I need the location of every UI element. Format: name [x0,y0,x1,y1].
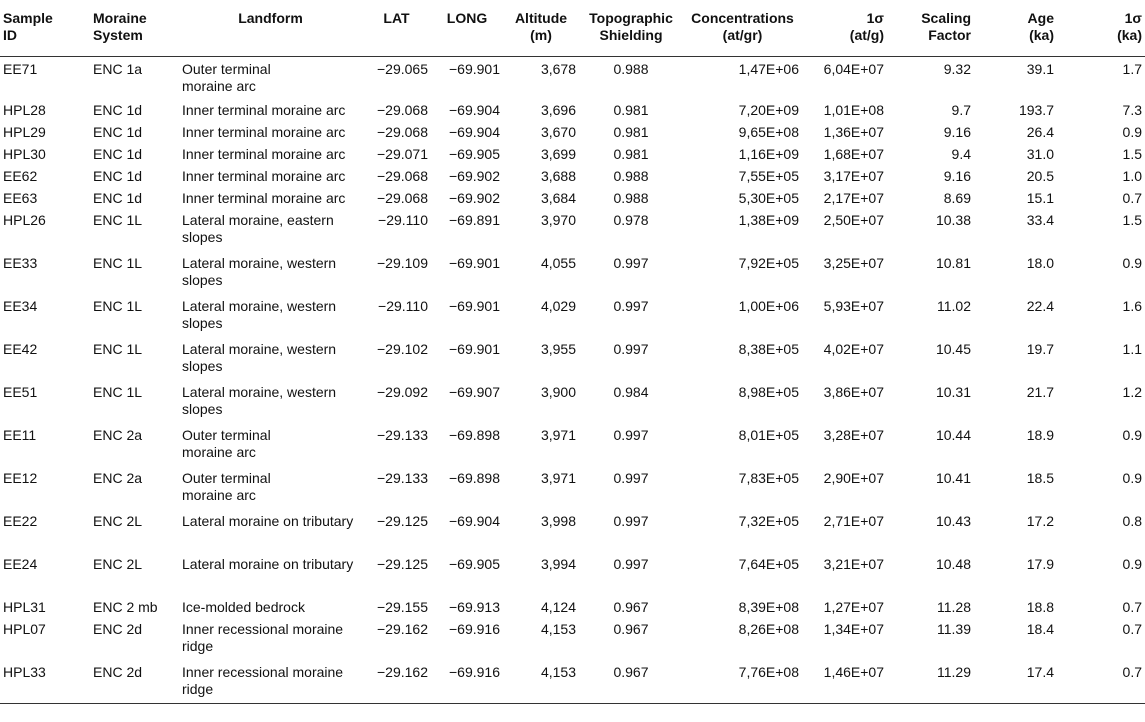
cell-scaling-factor: 10.31 [935,384,971,400]
cell-concentration: 7,55E+05 [738,168,799,184]
table-row [0,337,1145,380]
cell-landform: Ice-molded bedrock [182,599,305,615]
cell-landform: Inner recessional moraine ridge [182,621,344,654]
cell-shielding: 0.988 [613,60,649,77]
cell-moraine-system: ENC 1L [93,341,143,357]
cell-long: −69.901 [449,60,500,77]
table-row [0,164,1145,186]
cell-age: 15.1 [1026,190,1054,206]
cell-age: 33.4 [1026,212,1054,228]
cell-age: 39.1 [1026,60,1054,77]
cell-moraine-system: ENC 1d [93,124,143,140]
cell-scaling-factor: 10.81 [935,255,971,271]
cell-sample-id: EE12 [3,470,38,486]
cell-scaling-factor: 11.02 [937,298,971,314]
cell-altitude: 3,971 [540,427,576,443]
table-row [0,251,1145,294]
cell-altitude: 4,153 [540,621,576,637]
table-body [0,56,1145,703]
table-row [0,142,1145,164]
cell-shielding: 0.978 [613,212,649,228]
cell-landform: Outer terminal moraine arc [182,60,271,94]
cell-sample-id: HPL31 [3,599,46,615]
cell-sample-id: HPL26 [3,212,46,228]
cell-long: −69.904 [449,102,500,118]
cell-age: 31.0 [1026,146,1054,162]
cell-landform: Lateral moraine, western slopes [182,298,337,331]
cell-altitude: 3,971 [540,470,576,486]
cell-sigma-atg: 5,93E+07 [823,298,884,314]
cell-moraine-system: ENC 1d [93,168,143,184]
cell-sample-id: HPL07 [3,621,46,637]
cell-scaling-factor: 8.69 [943,190,971,206]
cell-lat: −29.071 [377,146,428,162]
cell-altitude: 3,900 [540,384,576,400]
cell-concentration: 7,76E+08 [683,660,802,703]
cell-moraine-system: ENC 2a [93,470,143,486]
cell-long: −69.902 [449,168,500,184]
cell-landform: Inner terminal moraine arc [182,124,346,140]
cell-concentration: 7,92E+05 [738,255,799,271]
cell-sigma-ka: 0.9 [1122,255,1142,271]
cell-altitude: 3,998 [540,513,576,529]
cell-age: 18.9 [1026,427,1054,443]
cell-sigma-ka: 1.0 [1122,168,1142,184]
cell-lat: −29.102 [377,341,428,357]
cell-sigma-atg: 1,34E+07 [823,621,884,637]
cell-concentration: 7,83E+05 [738,470,799,486]
cell-concentration: 8,01E+05 [738,427,799,443]
cell-long: −69.891 [449,212,500,228]
cell-shielding: 0.981 [613,124,649,140]
cell-sigma-atg: 1,68E+07 [823,146,884,162]
cell-landform: Lateral moraine on tributary [182,513,354,529]
cell-landform: Lateral moraine, western slopes [182,255,337,288]
cell-moraine-system: ENC 1d [93,102,143,118]
cell-moraine-system: ENC 1L [93,298,143,314]
cell-shielding: 0.997 [613,513,649,529]
header-age: Age (ka) [974,0,1057,56]
table-row [0,98,1145,120]
cell-sigma-ka: 7.3 [1122,102,1142,118]
cell-lat: −29.068 [377,124,428,140]
cell-scaling-factor: 9.16 [943,168,971,184]
header-sample-id: Sample ID [0,0,90,56]
cell-moraine-system: ENC 2L [93,556,143,572]
cell-scaling-factor: 10.44 [935,427,971,443]
cell-age: 193.7 [1018,102,1054,118]
cell-age: 18.8 [1026,599,1054,615]
cell-landform: Inner recessional moraine ridge [179,660,362,703]
cell-long: −69.904 [449,513,500,529]
cell-sigma-ka: 1.7 [1122,60,1142,77]
table-header [0,0,1145,56]
cell-sample-id: HPL28 [3,102,46,118]
cell-concentration: 1,47E+06 [738,60,799,77]
cell-sigma-ka: 1.6 [1122,298,1142,314]
cell-sample-id: EE51 [3,384,38,400]
header-long: LONG [431,0,503,56]
cell-sample-id: EE63 [3,190,38,206]
cell-lat: −29.133 [377,470,428,486]
cell-sample-id: HPL33 [0,660,90,703]
cell-sigma-atg: 3,25E+07 [823,255,884,271]
cell-sigma-atg: 2,17E+07 [823,190,884,206]
table-row [0,423,1145,466]
header-scaling-factor: Scaling Factor [887,0,974,56]
cell-landform: Outer terminal moraine arc [182,470,271,503]
cell-long: −69.904 [449,124,500,140]
cell-lat: −29.068 [377,190,428,206]
cell-scaling-factor: 10.38 [935,212,971,228]
cell-shielding: 0.988 [613,168,649,184]
cell-age: 18.5 [1026,470,1054,486]
cell-sample-id: HPL30 [3,146,46,162]
table-row [0,208,1145,251]
header-sigma-atg: 1σ (at/g) [802,0,887,56]
cell-long: −69.901 [449,255,500,271]
cell-lat: −29.125 [377,556,428,572]
cell-scaling-factor: 10.41 [935,470,971,486]
cell-altitude: 3,678 [540,60,576,77]
cell-concentration: 7,32E+05 [738,513,799,529]
cell-lat: −29.110 [378,298,428,314]
cell-concentration: 7,64E+05 [738,556,799,572]
header-landform: Landform [179,0,362,56]
cell-landform: Lateral moraine, eastern slopes [182,212,334,245]
cell-lat: −29.109 [377,255,428,271]
cell-shielding: 0.997 [613,341,649,357]
cell-lat: −29.110 [378,212,428,228]
cell-shielding: 0.988 [613,190,649,206]
cell-landform: Outer terminal moraine arc [182,427,271,460]
cell-shielding: 0.967 [579,660,683,703]
cell-scaling-factor: 11.29 [887,660,974,703]
cell-sample-id: HPL29 [3,124,46,140]
cell-moraine-system: ENC 2d [90,660,179,703]
cell-age: 18.0 [1026,255,1054,271]
cell-altitude: 4,153 [503,660,579,703]
cell-sigma-ka: 1.1 [1122,341,1142,357]
cell-long: −69.907 [449,384,500,400]
cell-concentration: 1,38E+09 [738,212,799,228]
cell-landform: Inner terminal moraine arc [182,190,346,206]
cell-scaling-factor: 10.48 [935,556,971,572]
table-row [0,509,1145,552]
table-row [0,466,1145,509]
cell-landform: Inner terminal moraine arc [182,102,346,118]
cell-sigma-atg: 3,28E+07 [823,427,884,443]
table-row [0,595,1145,617]
table-row [0,56,1145,98]
table-row [0,120,1145,142]
cell-concentration: 8,26E+08 [738,621,799,637]
cell-scaling-factor: 9.32 [943,60,971,77]
cell-sample-id: EE33 [3,255,38,271]
cell-altitude: 3,994 [540,556,576,572]
cell-sample-id: EE22 [3,513,38,529]
cell-lat: −29.065 [377,60,428,77]
cell-sigma-ka: 0.7 [1122,621,1142,637]
cell-long: −69.916 [449,621,500,637]
cell-sigma-atg: 3,21E+07 [823,556,884,572]
cell-age: 26.4 [1026,124,1054,140]
cell-shielding: 0.981 [613,146,649,162]
cell-shielding: 0.997 [613,298,649,314]
cell-sigma-ka: 1.5 [1122,146,1142,162]
cell-sample-id: EE24 [3,556,38,572]
cell-age: 18.4 [1026,621,1054,637]
cell-age: 22.4 [1026,298,1054,314]
cell-sample-id: EE11 [3,427,37,443]
cell-sample-id: EE62 [3,168,38,184]
header-altitude: Altitude (m) [503,0,579,56]
cell-shielding: 0.997 [613,255,649,271]
cell-shielding: 0.967 [613,599,649,615]
cell-moraine-system: ENC 1a [93,60,143,77]
cell-sigma-ka: 1.2 [1122,384,1142,400]
cell-altitude: 4,029 [540,298,576,314]
cell-scaling-factor: 10.45 [935,341,971,357]
cell-landform: Lateral moraine on tributary [182,556,354,572]
cell-lat: −29.162 [362,660,431,703]
cell-sigma-ka: 0.9 [1122,556,1142,572]
cell-sigma-ka: 0.7 [1122,190,1142,206]
cell-scaling-factor: 11.28 [937,599,971,615]
table-row [0,552,1145,595]
cell-moraine-system: ENC 1L [93,255,143,271]
cell-lat: −29.068 [377,102,428,118]
cell-altitude: 3,688 [540,168,576,184]
cell-sample-id: EE42 [3,341,38,357]
cell-moraine-system: ENC 1L [93,212,143,228]
cell-concentration: 5,30E+05 [738,190,799,206]
cell-long: −69.905 [449,556,500,572]
cell-moraine-system: ENC 1d [93,146,143,162]
cell-altitude: 4,055 [540,255,576,271]
cell-moraine-system: ENC 1d [93,190,143,206]
cell-concentration: 8,38E+05 [738,341,799,357]
cell-lat: −29.092 [377,384,428,400]
cell-sigma-atg: 1,46E+07 [802,660,887,703]
cell-scaling-factor: 9.7 [951,102,971,118]
cell-sigma-atg: 2,90E+07 [823,470,884,486]
cell-long: −69.901 [449,341,500,357]
cell-altitude: 4,124 [540,599,576,615]
cell-sigma-ka: 0.9 [1122,124,1142,140]
cell-lat: −29.162 [377,621,428,637]
cell-shielding: 0.967 [613,621,649,637]
cell-altitude: 3,684 [540,190,576,206]
table-row [0,380,1145,423]
cell-lat: −29.068 [377,168,428,184]
cell-landform: Lateral moraine, western slopes [182,341,337,374]
table-row [0,186,1145,208]
cell-sigma-atg: 3,86E+07 [823,384,884,400]
cell-sigma-ka: 0.7 [1122,599,1142,615]
header-topographic-shielding: Topographic Shielding [579,0,683,56]
cell-landform: Inner terminal moraine arc [182,146,346,162]
cell-moraine-system: ENC 2d [93,621,143,637]
cell-altitude: 3,696 [540,102,576,118]
cell-concentration: 7,20E+09 [738,102,799,118]
cell-scaling-factor: 11.39 [937,621,971,637]
cell-altitude: 3,955 [540,341,576,357]
cell-long: −69.913 [449,599,500,615]
cell-concentration: 1,16E+09 [738,146,799,162]
cell-long: −69.898 [449,470,500,486]
cell-age: 17.9 [1026,556,1054,572]
cell-sigma-ka: 0.9 [1122,427,1142,443]
cell-sigma-ka: 0.8 [1122,513,1142,529]
cell-sigma-atg: 2,71E+07 [823,513,884,529]
header-sigma-ka: 1σ (ka) [1057,0,1145,56]
cell-landform: Lateral moraine, western slopes [182,384,337,417]
cell-long: −69.898 [449,427,500,443]
table-row [0,617,1145,660]
cell-altitude: 3,670 [540,124,576,140]
cell-sample-id: EE71 [3,60,38,77]
cell-moraine-system: ENC 2a [93,427,143,443]
cell-altitude: 3,699 [540,146,576,162]
cell-altitude: 3,970 [540,212,576,228]
table-row [0,660,1145,703]
cell-long: −69.905 [449,146,500,162]
cell-sigma-ka: 0.7 [1057,660,1145,703]
cell-sigma-atg: 1,36E+07 [823,124,884,140]
cell-concentration: 9,65E+08 [738,124,799,140]
cell-lat: −29.125 [377,513,428,529]
cell-scaling-factor: 9.4 [951,146,971,162]
cell-sigma-atg: 6,04E+07 [823,60,884,77]
cell-shielding: 0.981 [613,102,649,118]
cell-sigma-atg: 1,01E+08 [823,102,884,118]
cell-age: 17.2 [1026,513,1054,529]
table-row [0,294,1145,337]
cell-sample-id: EE34 [3,298,38,314]
header-lat: LAT [362,0,431,56]
cell-sigma-ka: 1.5 [1122,212,1142,228]
cell-sigma-atg: 2,50E+07 [823,212,884,228]
cell-long: −69.901 [449,298,500,314]
cell-long: −69.916 [431,660,503,703]
cell-moraine-system: ENC 1L [93,384,143,400]
cell-age: 21.7 [1026,384,1054,400]
cell-landform: Inner terminal moraine arc [182,168,346,184]
cell-shielding: 0.997 [613,427,649,443]
cell-moraine-system: ENC 2 mb [93,599,158,615]
cell-age: 19.7 [1026,341,1054,357]
cell-shielding: 0.984 [613,384,649,400]
cell-shielding: 0.997 [613,556,649,572]
cell-sigma-atg: 4,02E+07 [823,341,884,357]
cell-shielding: 0.997 [613,470,649,486]
cell-concentration: 1,00E+06 [738,298,799,314]
cell-age: 20.5 [1026,168,1054,184]
cell-concentration: 8,98E+05 [738,384,799,400]
cell-sigma-atg: 1,27E+07 [823,599,884,615]
cell-lat: −29.155 [377,599,428,615]
cell-sigma-ka: 0.9 [1122,470,1142,486]
cell-concentration: 8,39E+08 [738,599,799,615]
cell-long: −69.902 [449,190,500,206]
header-moraine-system: Moraine System [90,0,179,56]
cell-age: 17.4 [974,660,1057,703]
header-concentrations: Concentrations (at/gr) [683,0,802,56]
header-row [0,0,1145,56]
cell-scaling-factor: 9.16 [943,124,971,140]
cell-moraine-system: ENC 2L [93,513,143,529]
cell-lat: −29.133 [377,427,428,443]
cell-sigma-atg: 3,17E+07 [823,168,884,184]
cell-scaling-factor: 10.43 [935,513,971,529]
